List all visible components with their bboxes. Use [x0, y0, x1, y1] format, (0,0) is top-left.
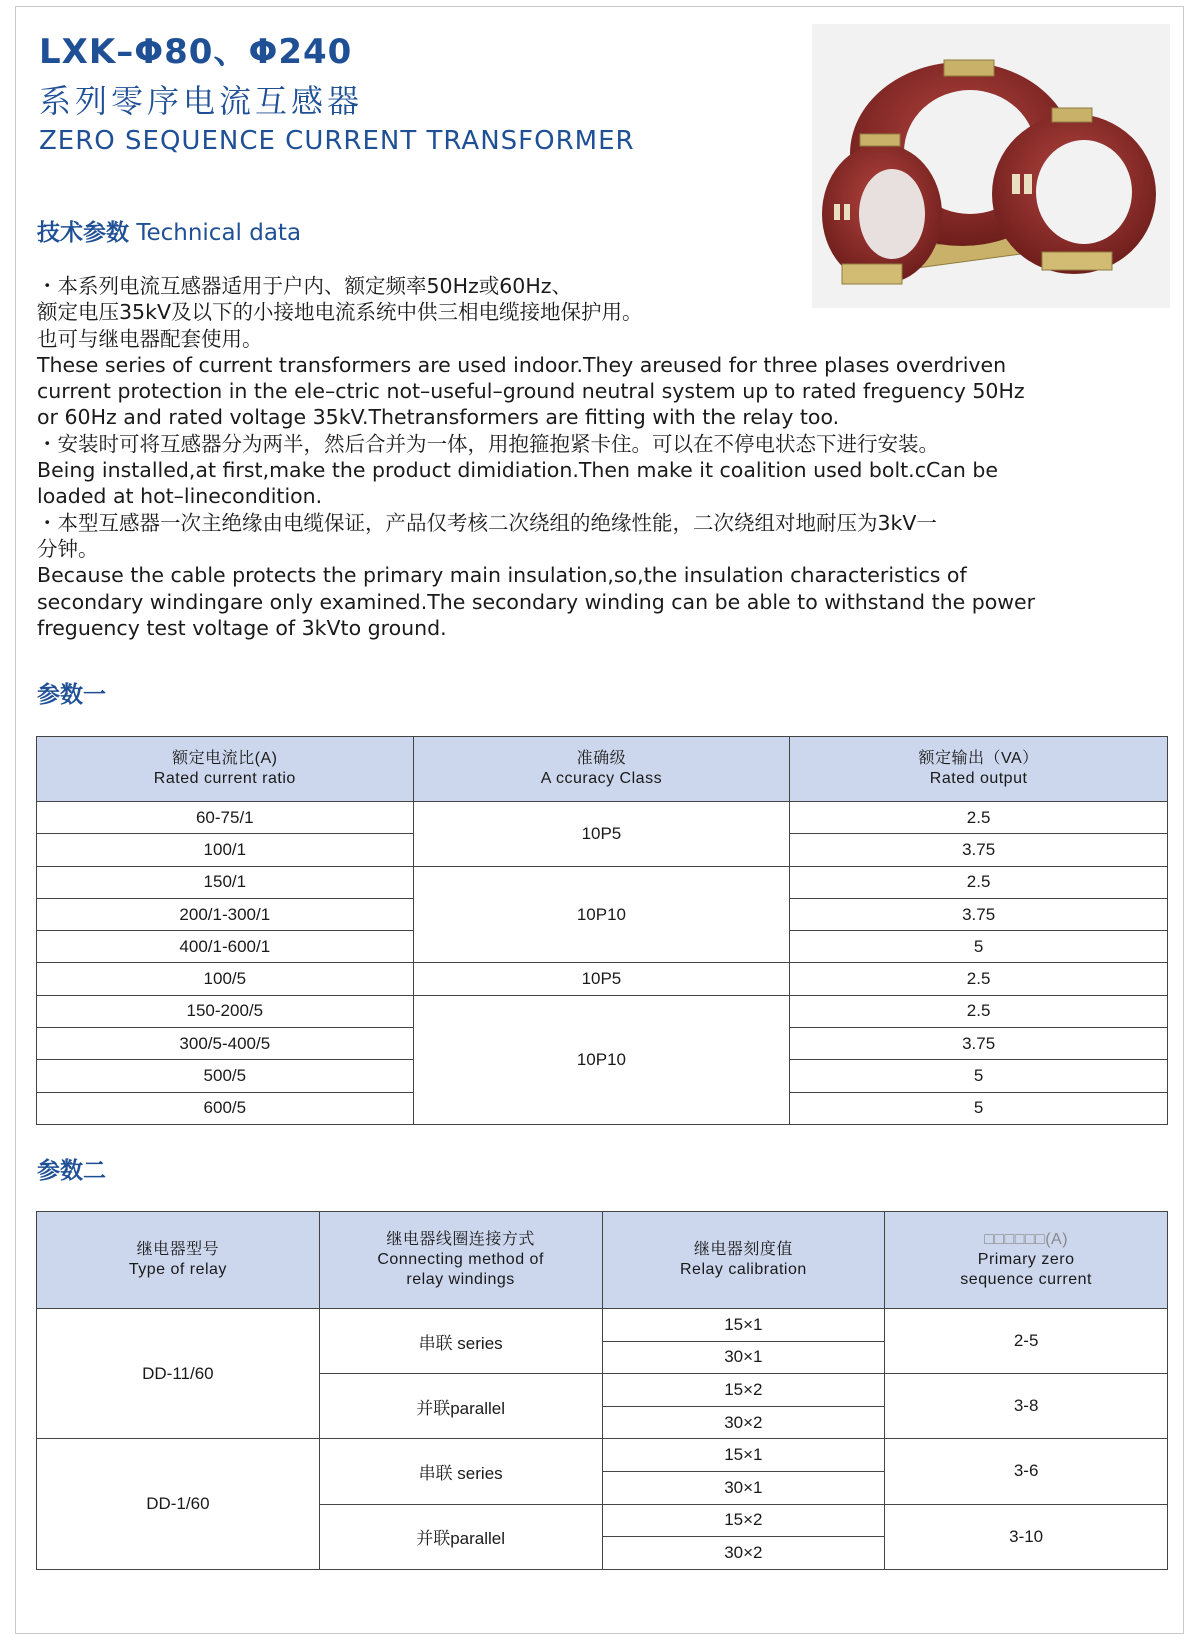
class-cell: 10P10 — [413, 866, 790, 963]
header-en: Rated current ratio — [153, 770, 296, 787]
paragraph-line: These series of current transformers are used indoor.They areused for three plases overdriven — [37, 352, 1007, 377]
output-cell: 2.5 — [790, 963, 1168, 995]
title-english: ZERO SEQUENCE CURRENT TRANSFORMER — [39, 126, 635, 156]
technical-data-heading — [37, 214, 301, 247]
header-en: A ccuracy Class — [540, 770, 663, 787]
output-cell: 3.75 — [790, 898, 1168, 930]
header-rated-output — [790, 737, 1168, 802]
technical-data-heading-cn: 技术参数 — [37, 220, 129, 246]
method-cell: 并联parallel — [319, 1504, 602, 1569]
header-cn: 额定输出（VA） — [918, 750, 1039, 767]
header-accuracy-class — [413, 737, 790, 802]
technical-data-heading-en: Technical data — [136, 220, 302, 246]
header-type-of-relay — [37, 1212, 320, 1309]
calibration-cell: 30×2 — [602, 1406, 885, 1439]
paragraph-line: ・本系列电流互感器适用于户内、额定频率50Hz或60Hz、 — [37, 274, 573, 298]
method-cell: 串联 series — [319, 1439, 602, 1504]
paragraph-line: Being installed,at first,make the product dimidiation.Then make it coalition used bolt.cCan be — [37, 458, 998, 483]
technical-description — [37, 273, 1147, 641]
current-cell: 3-8 — [885, 1374, 1168, 1439]
table-header-row — [37, 1212, 1168, 1309]
table1-heading: 参数一 — [37, 682, 106, 708]
table2-heading: 参数二 — [37, 1158, 106, 1184]
ratio-cell: 600/5 — [37, 1092, 414, 1124]
paragraph-line: loaded at hot–linecondition. — [37, 484, 323, 509]
paragraph-line: secondary windingare only examined.The secondary winding can be able to withstand the power — [37, 589, 1036, 614]
class-cell: 10P5 — [413, 963, 790, 995]
parameter-table-1 — [36, 736, 1168, 1125]
table-row — [37, 995, 1168, 1027]
header-line: 继电器型号 — [136, 1241, 220, 1258]
relay-type-cell: DD-11/60 — [37, 1309, 320, 1439]
relay-type-cell: DD-1/60 — [37, 1439, 320, 1569]
header-line: Type of relay — [128, 1261, 227, 1278]
output-cell: 5 — [790, 1060, 1168, 1092]
header-en: Rated output — [929, 770, 1028, 787]
output-cell: 2.5 — [790, 995, 1168, 1027]
method-cell: 并联parallel — [319, 1374, 602, 1439]
ratio-cell: 200/1-300/1 — [37, 898, 414, 930]
calibration-cell: 15×2 — [602, 1504, 885, 1537]
header-connecting-method — [319, 1212, 602, 1309]
title-model: LXK–Φ80、Φ240 — [39, 32, 353, 72]
ratio-cell: 300/5-400/5 — [37, 1028, 414, 1060]
table-row — [37, 1309, 1168, 1342]
ratio-cell: 150-200/5 — [37, 995, 414, 1027]
method-cell: 串联 series — [319, 1309, 602, 1374]
paragraph-line: 也可与继电器配套使用。 — [37, 326, 263, 351]
output-cell: 5 — [790, 931, 1168, 963]
paragraph-line: or 60Hz and rated voltage 35kV.Thetransformers are fitting with the relay too. — [37, 405, 840, 430]
ratio-cell: 100/5 — [37, 963, 414, 995]
header-cn: 额定电流比(A) — [172, 750, 278, 767]
current-cell: 3-6 — [885, 1439, 1168, 1504]
paragraph-line: current protection in the ele–ctric not–useful–ground neutral system up to rated freguency 50Hz — [37, 379, 1025, 404]
product-photo — [812, 24, 1170, 308]
paragraph-line: freguency test voltage of 3kVto ground. — [37, 615, 447, 640]
calibration-cell: 15×2 — [602, 1374, 885, 1407]
ratio-cell: 500/5 — [37, 1060, 414, 1092]
paragraph-line: ・本型互感器一次主绝缘由电缆保证，产品仅考核二次绕组的绝缘性能，二次绕组对地耐压为3kV一 — [37, 510, 937, 535]
ratio-cell: 60-75/1 — [37, 802, 414, 834]
calibration-cell: 15×1 — [602, 1309, 885, 1342]
table-row — [37, 802, 1168, 834]
current-cell: 2-5 — [885, 1309, 1168, 1374]
paragraph-line: Because the cable protects the primary main insulation,so,the insulation characteristics of — [37, 563, 967, 588]
header-cn: 准确级 — [576, 750, 627, 767]
output-cell: 3.75 — [790, 1028, 1168, 1060]
header-line: 继电器线圈连接方式 — [386, 1231, 535, 1248]
calibration-cell: 30×1 — [602, 1341, 885, 1374]
header-line: Primary zero — [977, 1251, 1075, 1268]
output-cell: 3.75 — [790, 834, 1168, 866]
class-cell: 10P10 — [413, 995, 790, 1124]
calibration-cell: 30×1 — [602, 1471, 885, 1504]
header-line: sequence current — [960, 1271, 1092, 1288]
paragraph-line: 额定电压35kV及以下的小接地电流系统中供三相电缆接地保护用。 — [37, 300, 643, 325]
header-line: relay windings — [406, 1271, 515, 1288]
transformer-illustration — [812, 24, 1170, 308]
output-cell: 2.5 — [790, 866, 1168, 898]
table-row — [37, 963, 1168, 995]
class-cell: 10P5 — [413, 802, 790, 867]
calibration-cell: 30×2 — [602, 1537, 885, 1570]
table-row — [37, 1439, 1168, 1472]
header-rated-current-ratio — [37, 737, 414, 802]
parameter-table-2 — [36, 1211, 1168, 1570]
header-line: Connecting method of — [377, 1251, 544, 1268]
output-cell: 5 — [790, 1092, 1168, 1124]
header-line: 继电器刻度值 — [693, 1241, 793, 1258]
header-relay-calibration — [602, 1212, 885, 1309]
ratio-cell: 150/1 — [37, 866, 414, 898]
header-line: □□□□□□(A) — [984, 1231, 1069, 1248]
calibration-cell: 15×1 — [602, 1439, 885, 1472]
table-row — [37, 866, 1168, 898]
output-cell: 2.5 — [790, 802, 1168, 834]
title-chinese: 系列零序电流互感器 — [39, 82, 364, 120]
ratio-cell: 100/1 — [37, 834, 414, 866]
header-line: Relay calibration — [679, 1261, 807, 1278]
current-cell: 3-10 — [885, 1504, 1168, 1569]
header-primary-zero-sequence-current — [885, 1212, 1168, 1309]
paragraph-line: 分钟。 — [37, 536, 99, 561]
ratio-cell: 400/1-600/1 — [37, 931, 414, 963]
paragraph-line: ・安装时可将互感器分为两半，然后合并为一体，用抱箍抱紧卡住。可以在不停电状态下进行安装。 — [37, 431, 939, 456]
table-header-row — [37, 737, 1168, 802]
